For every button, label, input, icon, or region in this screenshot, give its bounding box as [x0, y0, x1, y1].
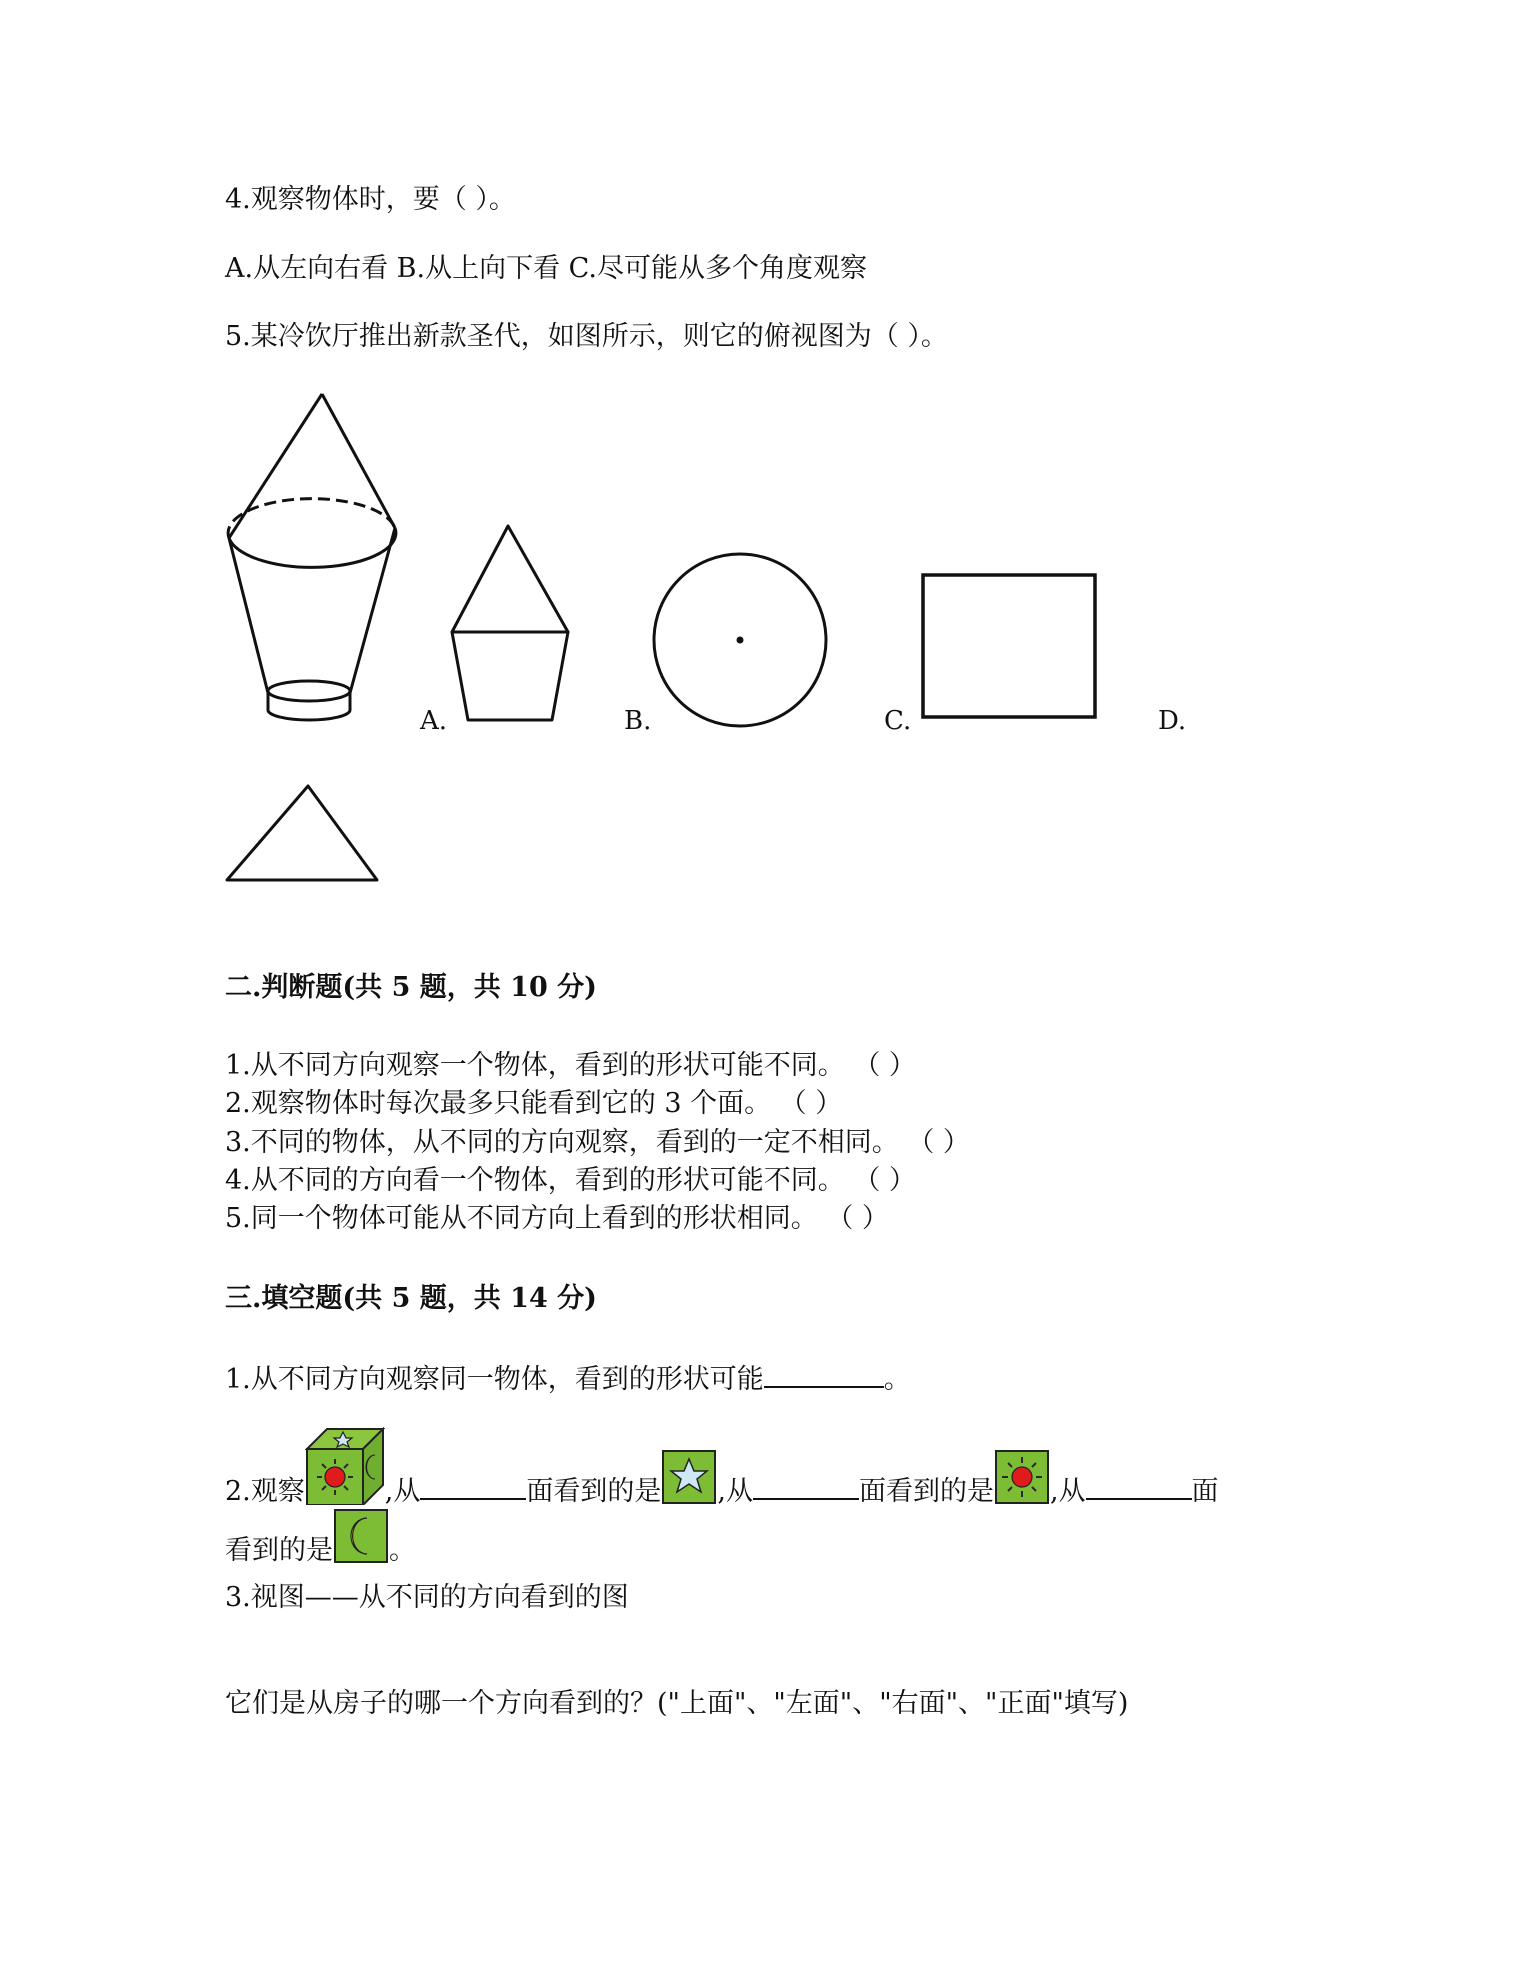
- sun-face-icon: [994, 1449, 1050, 1505]
- q2-text-end: 。: [389, 1535, 416, 1566]
- moon-face-icon: [333, 1508, 389, 1564]
- option-d-figure: [222, 780, 384, 885]
- fill-question-1-text: 1.从不同方向观察同一物体，看到的形状可能: [225, 1364, 764, 1395]
- question-5-stem: 5.某冷饮厅推出新款圣代，如图所示，则它的俯视图为（ ）。: [225, 321, 948, 352]
- q2-text-seen-3: 看到的是: [225, 1535, 333, 1566]
- option-b-label: B.: [624, 706, 652, 736]
- fill-question-1-end: 。: [883, 1364, 911, 1395]
- star-face-icon: [661, 1449, 717, 1505]
- section-2-title: 二.判断题(共 5 题，共 10 分): [225, 972, 597, 1003]
- fill-question-2: [225, 1425, 1219, 1505]
- judge-item-1: 1.从不同方向观察一个物体，看到的形状可能不同。 （ ）: [225, 1050, 916, 1081]
- fill-question-2-cont: [225, 1508, 416, 1564]
- judge-item-4: 4.从不同的方向看一个物体，看到的形状可能不同。 （ ）: [225, 1165, 916, 1196]
- section-3-title: 三.填空题(共 5 题，共 14 分): [225, 1283, 597, 1314]
- q2-text-from-1: ,从: [384, 1476, 421, 1507]
- question-4-options: A.从左向右看 B.从上向下看 C.尽可能从多个角度观察: [225, 253, 867, 284]
- answer-blank[interactable]: [1086, 1474, 1192, 1500]
- judge-item-2: 2.观察物体时每次最多只能看到它的 3 个面。 （ ）: [225, 1088, 843, 1119]
- option-a-figure: [442, 520, 577, 725]
- answer-blank[interactable]: [753, 1474, 859, 1500]
- cube-icon: [305, 1425, 385, 1505]
- q2-text-from-3: ,从: [1049, 1476, 1086, 1507]
- option-c-figure: [918, 570, 1100, 722]
- fill-question-3-ask: 它们是从房子的哪一个方向看到的？("上面"、"左面"、"右面"、"正面"填写): [225, 1688, 1129, 1719]
- fill-question-3: 3.视图——从不同的方向看到的图: [225, 1582, 629, 1613]
- option-c-label: C.: [884, 706, 912, 736]
- q2-text-seen-1: 面看到的是: [526, 1476, 662, 1507]
- judge-item-3: 3.不同的物体，从不同的方向观察，看到的一定不相同。 （ ）: [225, 1127, 970, 1158]
- answer-blank[interactable]: [764, 1362, 884, 1388]
- question-4-stem: 4.观察物体时，要（ ）。: [225, 184, 516, 215]
- option-a-label: A.: [420, 706, 448, 736]
- q2-text-from-2: ,从: [717, 1476, 753, 1507]
- fill-question-1: [225, 1362, 911, 1393]
- q2-text-observe: 2.观察: [225, 1476, 305, 1507]
- option-d-label: D.: [1158, 706, 1187, 736]
- q2-text-seen-2: 面看到的是: [858, 1476, 994, 1507]
- option-b-figure: [650, 550, 830, 730]
- judge-item-5: 5.同一个物体可能从不同方向上看到的形状相同。 （ ）: [225, 1203, 889, 1234]
- q2-text-face: 面: [1191, 1476, 1219, 1507]
- sundae-figure: [222, 388, 402, 733]
- answer-blank[interactable]: [420, 1474, 526, 1500]
